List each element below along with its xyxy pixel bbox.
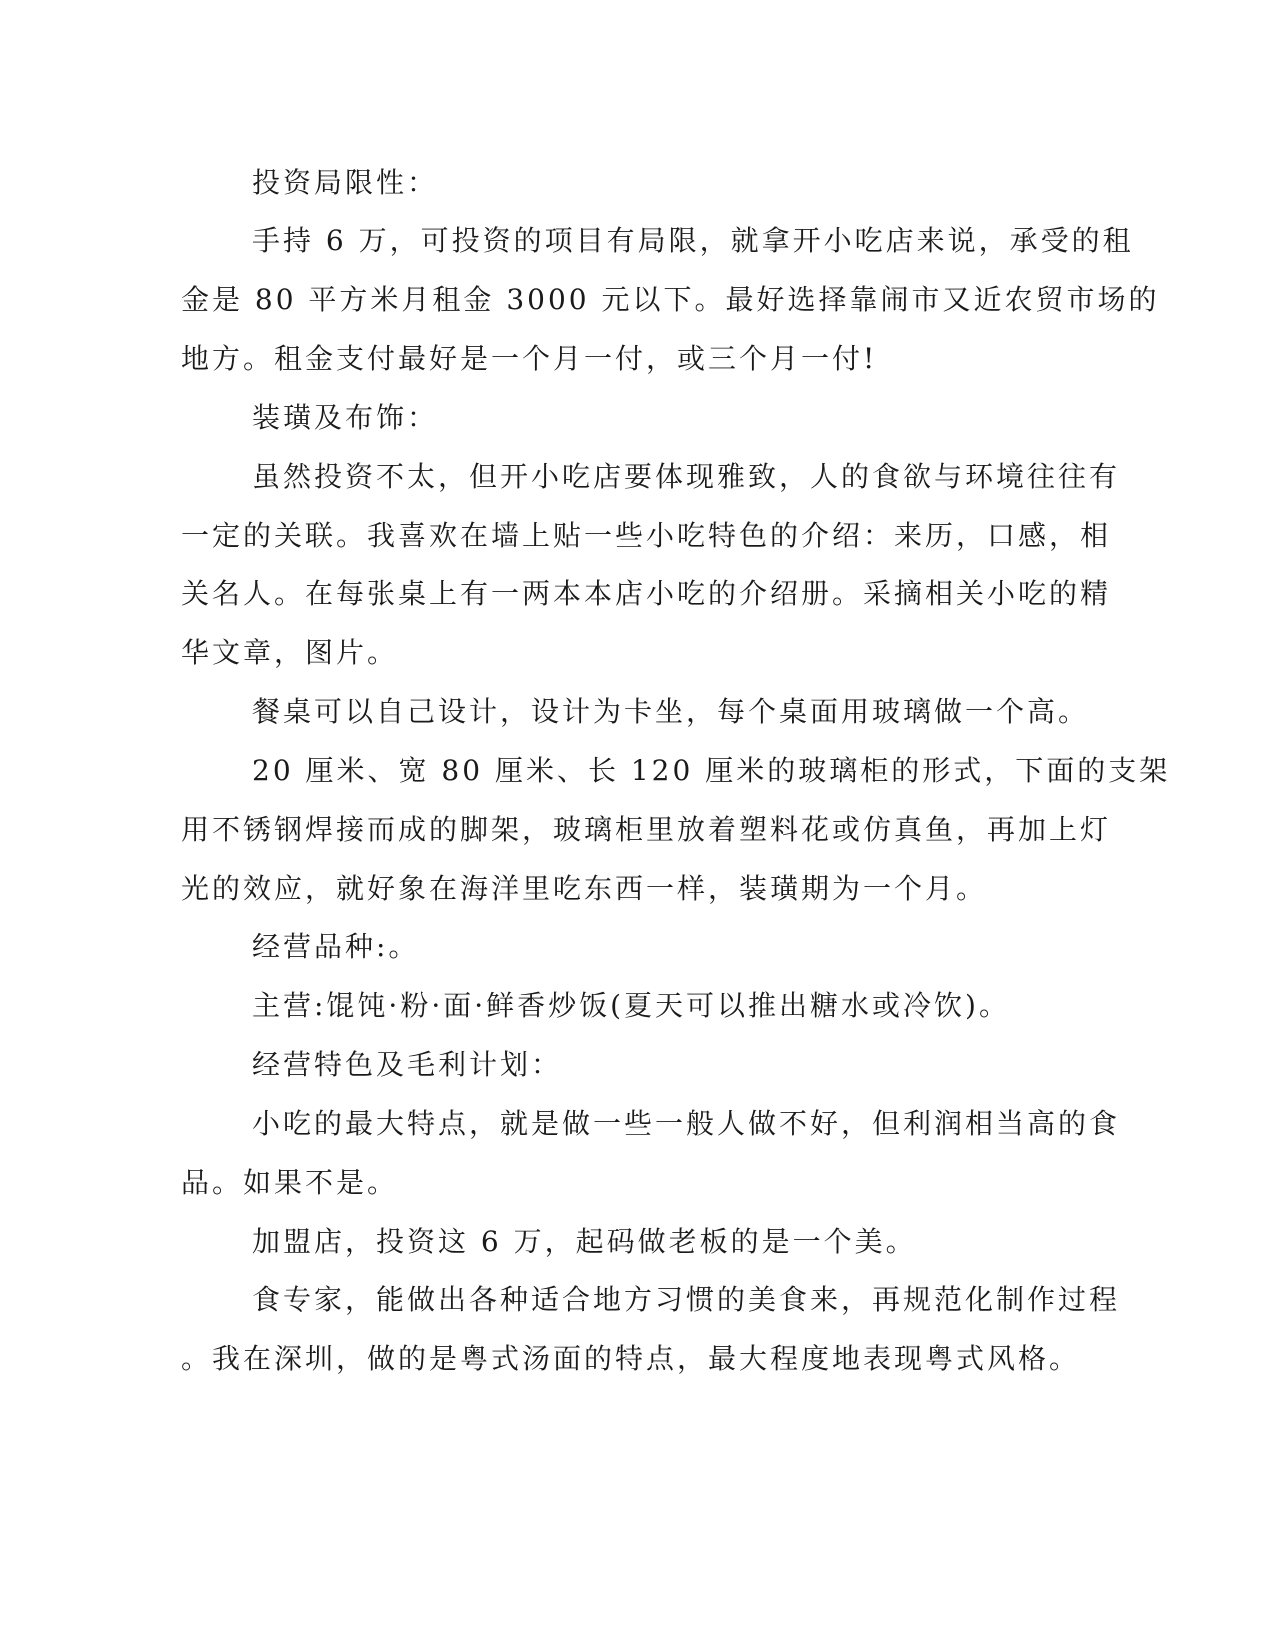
paragraph-line: 餐桌可以自己设计，设计为卡坐，每个桌面用玻璃做一个高。 [252,695,1090,728]
paragraph-line: 一定的关联。我喜欢在墙上贴一些小吃特色的介绍：来历，口感，相 [181,519,1112,552]
heading-decoration: 装璜及布饰： [252,401,439,434]
paragraph-line: 品。如果不是。 [181,1166,399,1199]
paragraph-line: 光的效应，就好象在海洋里吃东西一样，装璜期为一个月。 [181,872,988,905]
paragraph-line: 华文章，图片。 [181,636,399,669]
paragraph-line: 加盟店，投资这 6 万，起码做老板的是一个美。 [252,1225,917,1258]
paragraph-line: 。我在深圳，做的是粤式汤面的特点，最大程度地表现粤式风格。 [181,1342,1081,1375]
paragraph-line: 手持 6 万，可投资的项目有局限，就拿开小吃店来说，承受的租 [252,224,1134,257]
paragraph-line: 主营:馄饨·粉·面·鲜香炒饭(夏天可以推出糖水或冷饮)。 [252,989,1010,1022]
paragraph-line: 用不锈钢焊接而成的脚架，玻璃柜里放着塑料花或仿真鱼，再加上灯 [181,813,1112,846]
paragraph-line: 20 厘米、宽 80 厘米、长 120 厘米的玻璃柜的形式，下面的支架 [252,754,1171,787]
heading-investment-limits: 投资局限性： [252,166,439,199]
paragraph-line: 虽然投资不太，但开小吃店要体现雅致，人的食欲与环境往往有 [252,460,1121,493]
paragraph-line: 食专家，能做出各种适合地方习惯的美食来，再规范化制作过程 [252,1283,1121,1316]
heading-features-profit: 经营特色及毛利计划： [252,1048,563,1081]
paragraph-line: 小吃的最大特点，就是做一些一般人做不好，但利润相当高的食 [252,1107,1121,1140]
heading-business-items: 经营品种:。 [252,930,420,963]
paragraph-line: 地方。租金支付最好是一个月一付，或三个月一付! [181,342,878,375]
paragraph-line: 金是 80 平方米月租金 3000 元以下。最好选择靠闹市又近农贸市场的 [181,283,1160,316]
paragraph-line: 关名人。在每张桌上有一两本本店小吃的介绍册。采摘相关小吃的精 [181,577,1112,610]
